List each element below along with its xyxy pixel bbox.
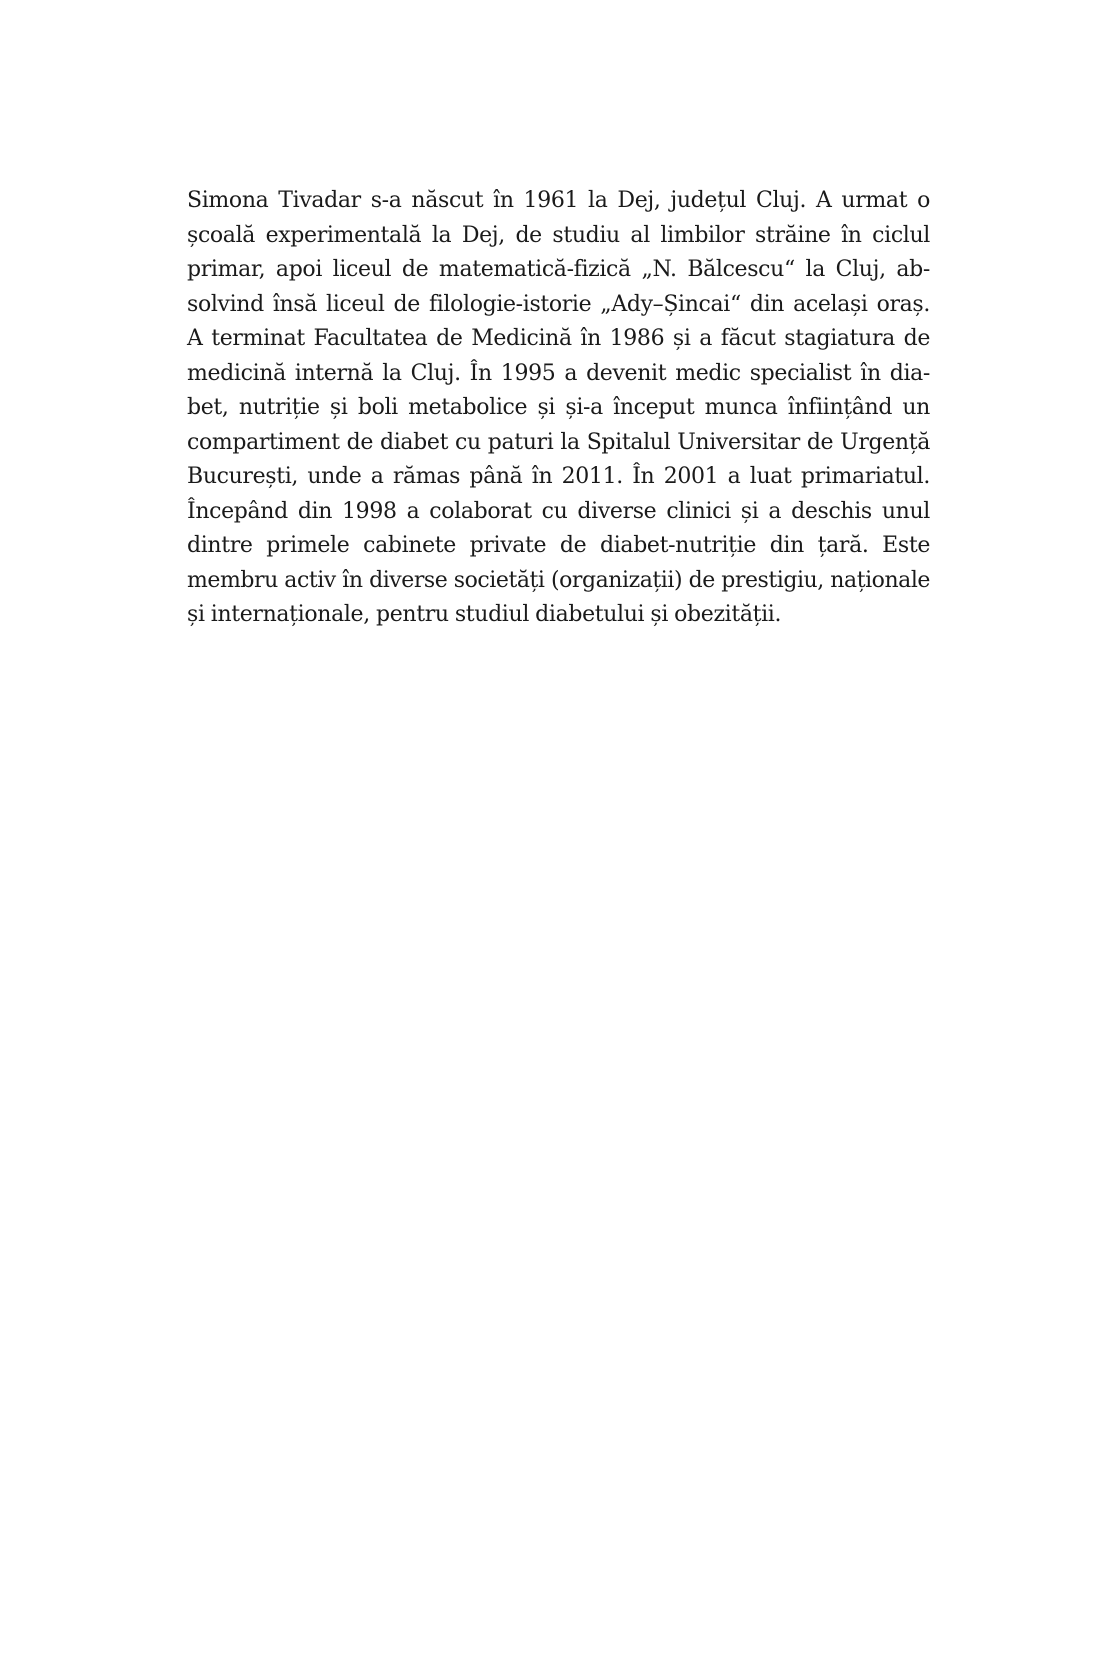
biography-line: Simona Tivadar s-a născut în 1961 la Dej, județul Cluj. A urmat o [187,188,930,213]
biography-line: Începând din 1998 a colaborat cu diverse clinici și a deschis unul [187,498,930,524]
biography-line: și internaționale, pentru studiul diabetului și obezității. [187,602,782,627]
biography-line: dintre primele cabinete private de diabet-nutriție din țară. Este [187,533,930,558]
biography-line: solvind însă liceul de filologie-istorie „Ady–Șincai“ din același oraș. [187,291,930,317]
author-biography [187,184,930,633]
biography-line: școală experimentală la Dej, de studiu al limbilor străine în ciclul [187,222,930,248]
biography-line: A terminat Facultatea de Medicină în 1986 și a făcut stagiatura de [187,326,930,351]
biography-line: bet, nutriție și boli metabolice și și-a început munca înființând un [187,395,930,420]
biography-line: București, unde a rămas până în 2011. În 2001 a luat primariatul. [187,464,930,489]
biography-line: medicină internă la Cluj. În 1995 a devenit medic specialist în dia- [187,360,930,386]
biography-line: membru activ în diverse societăți (organizații) de prestigiu, naționale [187,567,930,593]
biography-line: primar, apoi liceul de matematică-fizică „N. Bălcescu“ la Cluj, ab- [187,257,930,282]
biography-line: compartiment de diabet cu paturi la Spitalul Universitar de Urgență [187,429,930,455]
